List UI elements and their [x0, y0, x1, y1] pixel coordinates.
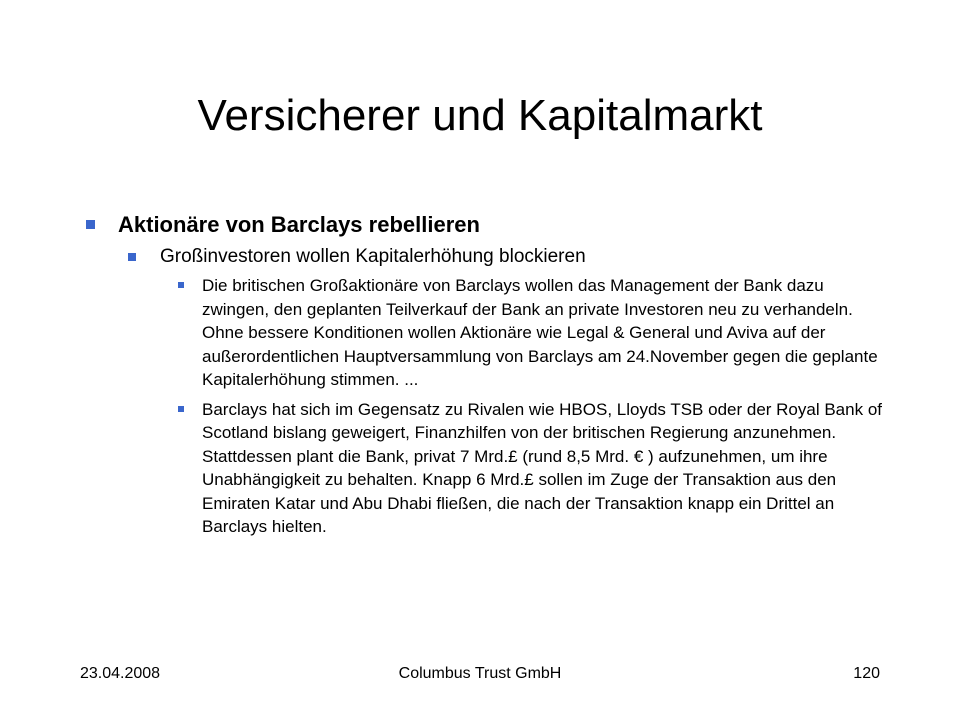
bullet-level3-text: Barclays hat sich im Gegensatz zu Rivalen wie HBOS, Lloyds TSB oder der Royal Bank of Scotland bislang geweigert, Finanzhilfen von der britischen Regierung anzunehmen. Stattdessen plant die Bank, privat 7 Mrd.£ (rund 8,5 Mrd. € ) aufzunehmen, um ihre Unabhängigkeit zu behalten. Knapp 6 Mrd.£ sollen im Zuge der Transaktion aus den Emiraten Katar und Abu Dhabi fließen, die nach der Transaktion knapp ein Drittel an Barclays hielten. — [202, 399, 882, 536]
bullet-level3-item — [176, 274, 890, 392]
bullet-level3-item — [176, 398, 890, 539]
bullet-level2-text: Großinvestoren wollen Kapitalerhöhung blockieren — [160, 246, 586, 267]
footer-organization: Columbus Trust GmbH — [398, 665, 562, 682]
footer-page-number: 120 — [853, 665, 880, 682]
footer-date: 23.04.2008 — [80, 665, 161, 682]
bullet-level2 — [124, 244, 890, 270]
bullet-level3-text: Die britischen Großaktionäre von Barclays wollen das Management der Bank dazu zwingen, den geplanten Teilverkauf der Bank an private Investoren neu zu verhandeln. Ohne bessere Konditionen wollen Aktionäre wie Legal & General und Aviva auf der außerordentlichen Hauptversammlung von Barclays am 24.November gegen die geplante Kapitalerhöhung stimmen. ... — [202, 276, 878, 389]
slide-content — [80, 210, 890, 545]
bullet-level1-text: Aktionäre von Barclays rebellieren — [118, 212, 480, 237]
square-bullet-icon — [128, 253, 136, 261]
slide-title: Versicherer und Kapitalmarkt — [197, 91, 763, 140]
square-bullet-icon — [178, 282, 184, 288]
square-bullet-icon — [86, 220, 95, 229]
bullet-level1 — [80, 210, 890, 240]
square-bullet-icon — [178, 406, 184, 412]
